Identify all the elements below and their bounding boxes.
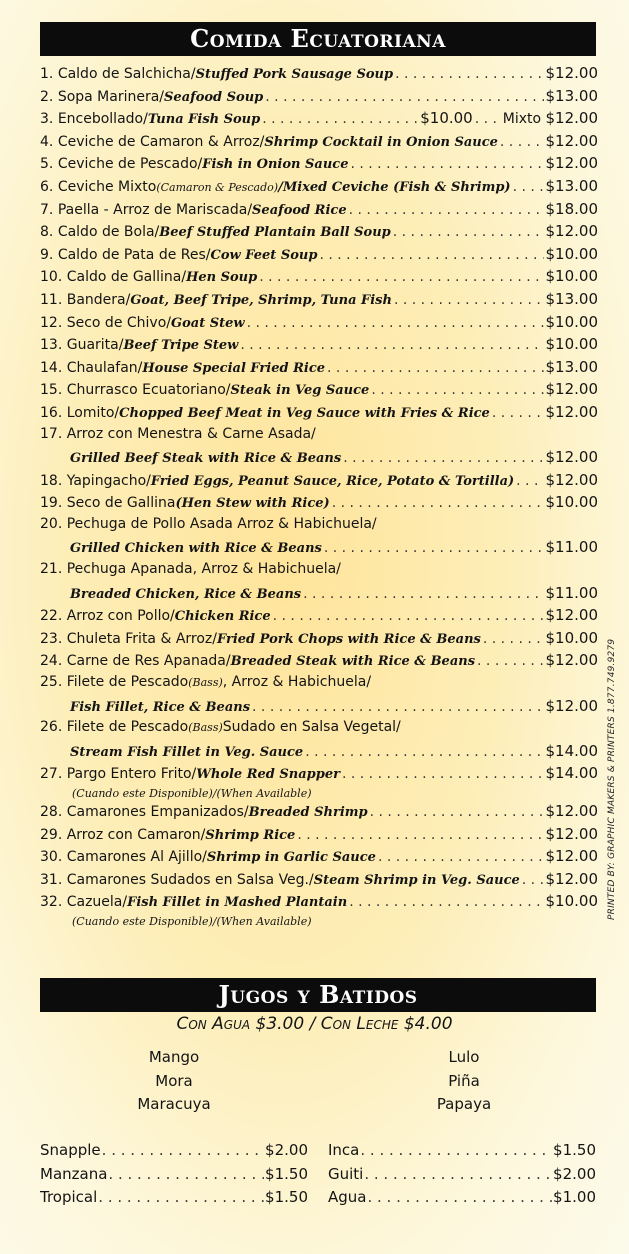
drink-name: Tropical <box>40 1188 98 1206</box>
menu-item-line <box>40 493 598 516</box>
menu-item-line <box>40 267 598 290</box>
dot-leader <box>259 269 543 285</box>
menu-item <box>40 719 598 764</box>
dot-leader <box>393 224 544 240</box>
menu-item-number: 2. <box>40 88 54 105</box>
dot-leader <box>297 827 543 843</box>
dot-leader <box>349 202 544 218</box>
drink-item <box>40 1188 308 1212</box>
menu-item-price: $12.00 <box>545 824 598 843</box>
menu-item-number: 6. <box>40 178 54 195</box>
dot-leader <box>240 337 543 353</box>
menu-item-price: $18.00 <box>545 199 598 218</box>
menu-item-spanish-name: Pechuga de Pollo Asada Arroz & Habichuela/ <box>66 515 377 532</box>
menu-item-detail: (Bass) <box>188 676 223 690</box>
menu-item-price: $12.00 <box>545 448 598 467</box>
menu-item-number: 1. <box>40 66 54 82</box>
menu-item-price: $12.00 <box>545 869 598 888</box>
menu-item-price: $12.00 <box>545 380 598 399</box>
menu-item <box>40 606 598 629</box>
menu-item-line <box>40 200 598 223</box>
dot-leader <box>516 473 543 489</box>
menu-item-line <box>40 764 598 787</box>
menu-item-spanish-name: Caldo de Salchicha/ <box>57 66 196 82</box>
menu-item-english-name: Fried Pork Chops with Rice & Beans <box>217 631 481 647</box>
dot-leader <box>273 608 544 624</box>
menu-item <box>40 290 598 313</box>
menu-item <box>40 629 598 652</box>
menu-item-english-name: Cow Feet Soup <box>210 247 318 263</box>
menu-item-price: $12.00 <box>545 847 598 866</box>
drink-name: Inca <box>328 1141 360 1159</box>
dot-leader <box>360 1141 552 1159</box>
drink-price: $1.50 <box>265 1164 308 1183</box>
dot-leader <box>367 1188 552 1206</box>
menu-item-english-name: Fish in Onion Sauce <box>202 157 349 173</box>
menu-item-english-name: (Hen Stew with Rice) <box>175 496 330 512</box>
menu-item-number: 8. <box>40 224 54 241</box>
menu-item-english-name: Tuna Fish Soup <box>147 112 261 128</box>
menu-item-price: $10.00 <box>420 109 473 128</box>
menu-item-price: $10.00 <box>545 312 598 331</box>
menu-item-spanish-name: Caldo de Bola/ <box>57 224 160 241</box>
menu-item-price: $10.00 <box>545 493 598 512</box>
menu-item-number: 29. <box>40 826 63 843</box>
menu-item <box>40 403 598 426</box>
menu-item-spanish-name: Caldo de Gallina/ <box>66 269 187 286</box>
menu-item-english-name: Breaded Steak with Rice & Beans <box>230 654 476 670</box>
dot-leader <box>475 111 501 127</box>
menu-item-number: 31. <box>40 871 63 888</box>
menu-item <box>40 825 598 848</box>
menu-item-price: $14.00 <box>545 741 598 760</box>
menu-item-note: (Cuando este Disponible)/(When Available) <box>72 914 312 928</box>
menu-item-spanish-name: Arroz con Camaron/ <box>66 826 206 843</box>
section-title-jugos: Jugos y Batidos <box>40 978 596 1012</box>
menu-item-number: 5. <box>40 156 54 173</box>
dot-leader <box>477 653 543 669</box>
menu-item-price: $13.00 <box>545 86 598 105</box>
dot-leader <box>305 744 543 760</box>
drink-list-left <box>40 1141 308 1212</box>
menu-item <box>40 802 598 825</box>
menu-item-number: 4. <box>40 133 54 150</box>
menu-item <box>40 651 598 674</box>
menu-item-spanish-name: Arroz con Menestra & Carne Asada/ <box>66 425 316 442</box>
fruit-list-left <box>104 1046 244 1117</box>
menu-item <box>40 426 598 471</box>
dot-leader <box>319 247 543 263</box>
printer-credit: PRINTED BY: GRAPHIC MAKERS & PRINTERS 1.877.749.9279 <box>607 638 617 920</box>
menu-item-english-name: Beef Tripe Stew <box>123 338 239 354</box>
menu-item <box>40 561 598 606</box>
menu-item-price: $11.00 <box>545 583 598 602</box>
menu-item-english-name: Grilled Beef Steak with Rice & Beans <box>70 451 342 467</box>
menu-item-line <box>40 802 598 825</box>
menu-item-price: $10.00 <box>545 335 598 354</box>
dot-leader <box>342 766 544 782</box>
dot-leader <box>265 89 543 105</box>
menu-item-english-name: Shrimp Cocktail in Onion Sauce <box>264 134 498 150</box>
menu-item-line <box>40 847 598 870</box>
menu-item-spanish-name: Paella - Arroz de Mariscada/ <box>57 201 253 218</box>
dot-leader <box>350 156 543 172</box>
menu-item-price: $11.00 <box>545 538 598 557</box>
menu-item-number: 9. <box>40 246 54 263</box>
menu-item-spanish-name-cont: Sudado en Salsa Vegetal/ <box>222 719 401 736</box>
dot-leader <box>303 586 543 602</box>
menu-item-number: 12. <box>40 314 63 331</box>
menu-item-number: 26. <box>40 719 63 736</box>
menu-item-spanish-name: Arroz con Pollo/ <box>66 608 175 625</box>
menu-item-spanish-name: Camarones Empanizados/ <box>66 804 249 820</box>
menu-item-detail: (Camaron & Pescado) <box>156 180 279 194</box>
menu-item <box>40 847 598 870</box>
menu-item-line <box>40 516 598 539</box>
menu-item-spanish-name: Carne de Res Apanada/ <box>66 653 231 670</box>
fruit-item: Piña <box>448 1071 480 1090</box>
menu-item-number: 28. <box>40 804 63 820</box>
menu-item-number: 14. <box>40 359 63 376</box>
menu-item <box>40 764 598 802</box>
menu-item-spanish-name: Chuleta Frita & Arroz/ <box>66 630 217 647</box>
menu-item-english-name: Fish Fillet, Rice & Beans <box>70 699 251 715</box>
dot-leader <box>492 405 544 421</box>
menu-item <box>40 245 598 268</box>
dot-leader <box>343 450 543 466</box>
menu-item-spanish-name: Filete de Pescado <box>66 674 189 691</box>
dot-leader <box>324 540 544 556</box>
dot-leader <box>394 292 544 308</box>
menu-item-number: 18. <box>40 472 63 489</box>
menu-item-english-name: Stuffed Pork Sausage Soup <box>195 67 394 82</box>
menu-item-line <box>40 403 598 426</box>
menu-item-spanish-name: Seco de Gallina <box>66 495 176 512</box>
menu-item <box>40 516 598 561</box>
menu-item-number: 32. <box>40 894 63 911</box>
menu-item-number: 22. <box>40 608 63 625</box>
menu-item-english-name: Steak in Veg Sauce <box>230 383 370 399</box>
menu-item-number: 15. <box>40 382 63 399</box>
menu-item-price: $12.00 <box>545 64 598 82</box>
menu-item <box>40 64 598 87</box>
drink-price: $1.50 <box>553 1141 596 1159</box>
menu-item-english-name: Hen Soup <box>186 270 258 286</box>
menu-item-line-2 <box>40 538 598 561</box>
menu-item-number: 23. <box>40 630 63 647</box>
menu-item-number: 17. <box>40 425 63 442</box>
menu-item <box>40 358 598 381</box>
fruit-item: Mango <box>148 1048 200 1066</box>
menu-item-line <box>40 471 598 494</box>
menu-item-spanish-name-cont: , Arroz & Habichuela/ <box>222 674 372 691</box>
dot-leader <box>522 872 544 888</box>
menu-item-spanish-name: Sopa Marinera/ <box>57 88 165 105</box>
menu-item-english-name: Breaded Chicken, Rice & Beans <box>70 586 302 602</box>
menu-item-price: $12.00 <box>545 154 598 173</box>
menu-item-spanish-name: Camarones Al Ajillo/ <box>66 849 207 866</box>
menu-item-english-name: Stream Fish Fillet in Veg. Sauce <box>70 744 304 760</box>
menu-item-spanish-name: Ceviche de Pescado/ <box>57 156 203 173</box>
menu-item-line <box>40 154 598 177</box>
menu-item-english-name: Steam Shrimp in Veg. Sauce <box>313 872 520 888</box>
menu-item <box>40 200 598 223</box>
dot-leader <box>364 1165 552 1183</box>
menu-item-number: 27. <box>40 766 63 783</box>
menu-item-price: $12.00 <box>545 651 598 670</box>
menu-item-spanish-name: Guarita/ <box>66 337 124 354</box>
dot-leader <box>513 179 544 195</box>
menu-item-price: $12.00 <box>545 802 598 820</box>
menu-item-english-name: House Special Fried Rice <box>142 360 326 376</box>
drink-name: Snapple <box>40 1141 101 1159</box>
menu-item-price: $12.00 <box>545 402 598 421</box>
menu-item-line <box>40 290 598 313</box>
menu-item-price: $10.00 <box>545 892 598 911</box>
menu-item-number: 19. <box>40 495 63 512</box>
menu-item-line <box>40 87 598 110</box>
dot-leader <box>378 849 544 865</box>
menu-item <box>40 892 598 930</box>
menu-item-spanish-name: Seco de Chivo/ <box>66 314 171 331</box>
menu-item-number: 13. <box>40 337 63 354</box>
menu-item-price: $12.00 <box>545 696 598 715</box>
menu-item-line <box>40 64 598 87</box>
menu-item-price: $12.00 <box>545 470 598 489</box>
menu-item-line <box>40 892 598 915</box>
menu-item-line <box>40 674 598 697</box>
menu-item-line <box>40 651 598 674</box>
menu-item-english-name: Chicken Rice <box>174 609 271 625</box>
menu-item-english-name: Whole Red Snapper <box>196 767 340 783</box>
menu-item-price: $14.00 <box>545 764 598 783</box>
menu-item <box>40 380 598 403</box>
menu-item-spanish-name: Ceviche de Camaron & Arroz/ <box>57 133 265 150</box>
dot-leader <box>327 360 543 376</box>
menu-item-spanish-name: Camarones Sudados en Salsa Veg./ <box>66 871 314 888</box>
menu-item-english-name: Shrimp Rice <box>205 827 296 843</box>
menu-item-line-2 <box>40 448 598 471</box>
menu-item-english-name: Seafood Soup <box>164 89 264 105</box>
menu-item <box>40 222 598 245</box>
menu-item-line <box>40 825 598 848</box>
menu-item-line <box>40 719 598 742</box>
drink-item <box>40 1165 308 1189</box>
menu-item-line <box>40 380 598 403</box>
menu-item-price: $12.00 <box>545 222 598 241</box>
menu-item-english-name: Chopped Beef Meat in Veg Sauce with Fries & Rice <box>119 405 490 421</box>
drink-item <box>40 1141 308 1165</box>
dot-leader <box>98 1188 264 1206</box>
dot-leader <box>483 631 544 647</box>
drink-item <box>328 1141 596 1165</box>
dot-leader <box>252 699 543 715</box>
menu-item-spanish-name: Pargo Entero Frito/ <box>66 766 197 783</box>
fruit-item: Maracuya <box>137 1095 211 1113</box>
menu-item-line <box>40 606 598 629</box>
menu-item-line <box>40 426 598 449</box>
menu-item-english-name: Fried Eggs, Peanut Sauce, Rice, Potato & Tortilla) <box>150 473 515 489</box>
menu-item-line <box>40 222 598 245</box>
menu-item-line <box>40 629 598 652</box>
dot-leader <box>332 495 544 511</box>
menu-item <box>40 870 598 893</box>
menu-item-english-name: Shrimp in Garlic Sauce <box>206 850 376 866</box>
menu-item-alt-price: $12.00 <box>545 109 598 128</box>
dot-leader <box>371 382 543 398</box>
drink-item <box>328 1165 596 1189</box>
menu-item-english-name: Beef Stuffed Plantain Ball Soup <box>159 225 391 241</box>
menu-item-line <box>40 177 598 200</box>
drink-price: $2.00 <box>265 1141 308 1159</box>
menu-item-spanish-name: Cazuela/ <box>66 894 128 911</box>
dot-leader <box>500 134 544 150</box>
menu-item <box>40 154 598 177</box>
dot-leader <box>108 1165 264 1183</box>
menu-item <box>40 109 598 132</box>
menu-item-line <box>40 245 598 268</box>
menu-item-price: $13.00 <box>545 289 598 308</box>
menu-item-english-name: Goat, Beef Tripe, Shrimp, Tuna Fish <box>130 292 392 308</box>
menu-item-spanish-name: Churrasco Ecuatoriano/ <box>66 382 231 399</box>
drink-price: $2.00 <box>553 1164 596 1183</box>
menu-item-price: $10.00 <box>545 267 598 286</box>
drink-name: Guiti <box>328 1164 364 1183</box>
menu-item <box>40 471 598 494</box>
menu-item-number: 24. <box>40 653 63 670</box>
dot-leader <box>247 315 544 331</box>
menu-item-line <box>40 132 598 155</box>
menu-item-english-name: Grilled Chicken with Rice & Beans <box>70 541 322 557</box>
menu-item-english-name: Seafood Rice <box>252 202 347 218</box>
menu-item-price: $10.00 <box>545 628 598 647</box>
menu-item <box>40 493 598 516</box>
fruit-item: Mora <box>155 1071 193 1090</box>
menu-item-english-name: /Mixed Ceviche (Fish & Shrimp) <box>278 179 511 195</box>
menu-item-number: 10. <box>40 269 63 286</box>
menu-item-price: $12.00 <box>545 131 598 150</box>
dot-leader <box>370 804 544 820</box>
menu-item-line <box>40 313 598 336</box>
menu-item-number: 3. <box>40 111 54 128</box>
dot-leader <box>262 111 418 127</box>
menu-item-note: (Cuando este Disponible)/(When Available) <box>72 787 312 800</box>
menu-item-number: 11. <box>40 291 63 308</box>
menu-item-price: $13.00 <box>545 357 598 376</box>
dot-leader <box>395 66 543 82</box>
menu-item-line-2 <box>40 584 598 607</box>
menu-item-price: $10.00 <box>545 244 598 263</box>
menu-item-spanish-name: Ceviche Mixto <box>57 178 157 195</box>
menu-item-spanish-name: Chaulafan/ <box>66 359 143 376</box>
menu-item <box>40 132 598 155</box>
fruit-list-right <box>394 1046 534 1117</box>
menu-item-line <box>40 561 598 584</box>
menu-item <box>40 267 598 290</box>
menu-list <box>40 64 598 930</box>
dot-leader <box>349 894 543 910</box>
menu-item-spanish-name: Filete de Pescado <box>66 719 189 736</box>
menu-item-line-2 <box>40 742 598 765</box>
menu-item-number: 16. <box>40 404 63 421</box>
drink-item <box>328 1188 596 1212</box>
menu-item-price: $13.00 <box>545 176 598 195</box>
menu-item-english-name: Fish Fillet in Mashed Plantain <box>127 895 348 911</box>
menu-item-spanish-name: Yapingacho/ <box>66 472 151 489</box>
drink-price: $1.50 <box>265 1188 308 1206</box>
menu-item-spanish-name: Caldo de Pata de Res/ <box>57 246 211 263</box>
drink-price: $1.00 <box>553 1188 596 1206</box>
menu-item-line <box>40 870 598 893</box>
fruit-item: Papaya <box>436 1095 492 1113</box>
menu-item-number: 30. <box>40 849 63 866</box>
menu-item <box>40 87 598 110</box>
drink-pricing: Con Agua $3.00 / Con Leche $4.00 <box>176 1014 453 1034</box>
menu-item-detail: (Bass) <box>188 721 223 735</box>
menu-item-line <box>40 358 598 381</box>
drink-list-right <box>328 1141 596 1212</box>
menu-item-line <box>40 109 598 132</box>
menu-item <box>40 335 598 358</box>
menu-item <box>40 674 598 719</box>
menu-item-number: 25. <box>40 674 63 691</box>
menu-item-line-2 <box>40 697 598 720</box>
menu-item-spanish-name: Lomito/ <box>66 404 120 421</box>
menu-item-spanish-name: Bandera/ <box>66 291 131 308</box>
menu-item-english-name: Breaded Shrimp <box>248 805 368 820</box>
menu-item-number: 20. <box>40 515 63 532</box>
menu-item-alt-label: Mixto <box>502 111 542 128</box>
menu-item-number: 21. <box>40 561 63 578</box>
menu-item-number: 7. <box>40 201 54 218</box>
drink-name: Agua <box>328 1188 367 1206</box>
menu-item-english-name: Goat Stew <box>171 315 245 331</box>
menu-item <box>40 313 598 336</box>
section-title-comida: Comida Ecuatoriana <box>40 22 596 56</box>
menu-item <box>40 177 598 200</box>
dot-leader <box>102 1141 264 1159</box>
drink-name: Manzana <box>40 1164 108 1183</box>
menu-item-price: $12.00 <box>545 606 598 625</box>
menu-item-spanish-name: Pechuga Apanada, Arroz & Habichuela/ <box>66 561 341 578</box>
menu-item-line <box>40 335 598 358</box>
menu-item-spanish-name: Encebollado/ <box>57 111 148 128</box>
fruit-item: Lulo <box>448 1048 480 1066</box>
